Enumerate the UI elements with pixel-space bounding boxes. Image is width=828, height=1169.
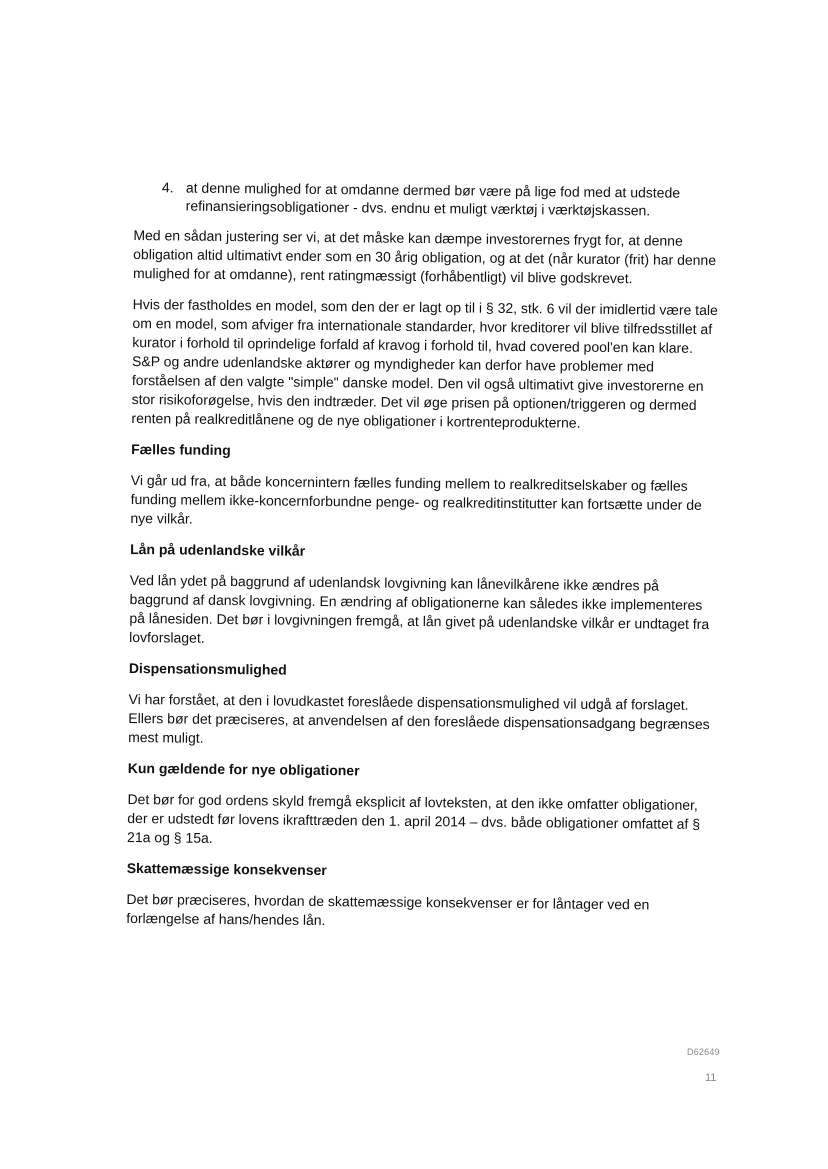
section-heading-faelles-funding: Fælles funding [131, 440, 231, 459]
body-paragraph: Hvis der fastholdes en model, som den der er lagt op til i § 32, stk. 6 vil der imidlertid være tale om en model, som afviger fra internationale standarder, hvor kreditorer vil blive tilfredsstillet af kurator i forhold til oprindelige forfald af kravog i forhold til, hvad covered pool'en kan klare. S&P og andre udenlandske aktører og myndigheder kan derfor have problemer med forståelsen af den valgte "simple" danske model. Den vil også ultimativt give investorerne en stor risikoforøgelse, hvis den indtræder. Det vil øge prisen på optionen/triggeren og dermed renten på realkreditlånene og de nye obligationer i kortrenteprodukterne. [131, 295, 718, 431]
section-heading-skattemaessige: Skattemæssige konsekvenser [126, 859, 327, 879]
document-code: D62649 [687, 1047, 720, 1057]
section-heading-nye-obligationer: Kun gældende for nye obligationer [127, 759, 360, 779]
numbered-list-item [134, 178, 722, 220]
text-column [126, 178, 722, 946]
section-body-nye-obligationer: Det bør for god ordens skyld fremgå eksplicit af lovteksten, at den ikke omfatter obligationer, der er udstedt før lovens ikrafttræden den 1. april 2014 – dvs. både obligationer omfattet af § 21a og § 15a. [127, 790, 701, 846]
section-body-udenlandske-vilkaar: Ved lån ydet på baggrund af udenlandsk lovgivning kan lånevilkårene ikke ændres på baggrund af dansk lovgivning. En ændring af obligationerne kan således ikke implementeres på lånesiden. Det bør i lovgivningen fremgå, at lån givet på udenlandske vilkår er undtaget fra lovforslaget. [129, 571, 710, 646]
section-body-faelles-funding: Vi går ud fra, at både koncernintern fælles funding mellem to realkreditselskaber og fælles funding mellem ikke-koncernforbundne penge- og realkreditinstitutter kan fortsætte under de nye vilkår. [130, 471, 702, 527]
body-paragraph: Med en sådan justering ser vi, at det måske kan dæmpe investorernes frygt for, at denne obligation altid ultimativt ender som en 30 årig obligation, og at det (når kurator (frit) har denne mulighed for at omdanne), rent ratingmæssigt (forhåbentligt) vil blive godskrevet. [132, 226, 717, 287]
section-heading-udenlandske-vilkaar: Lån på udenlandske vilkår [130, 540, 306, 559]
list-item-number: 4. [161, 179, 174, 196]
page-number: 11 [705, 1072, 717, 1084]
section-body-dispensationsmulighed: Vi har forstået, at den i lovudkastet foreslåede dispensationsmulighed vil udgå af forslaget. Ellers bør det præciseres, at anvendelsen af den foreslåede dispensationsadgang begrænses mest muligt. [128, 690, 710, 746]
list-item-text: at denne mulighed for at omdanne dermed bør være på lige fod med at udstede refinansieringsobligationer - dvs. endnu et muligt værktøj i værktøjskassen. [185, 179, 681, 219]
section-body-skattemaessige: Det bør præciseres, hvordan de skattemæssige konsekvenser er for låntager ved en forlængelse af hans/hendes lån. [126, 890, 650, 929]
section-heading-dispensationsmulighed: Dispensationsmulighed [128, 659, 287, 678]
